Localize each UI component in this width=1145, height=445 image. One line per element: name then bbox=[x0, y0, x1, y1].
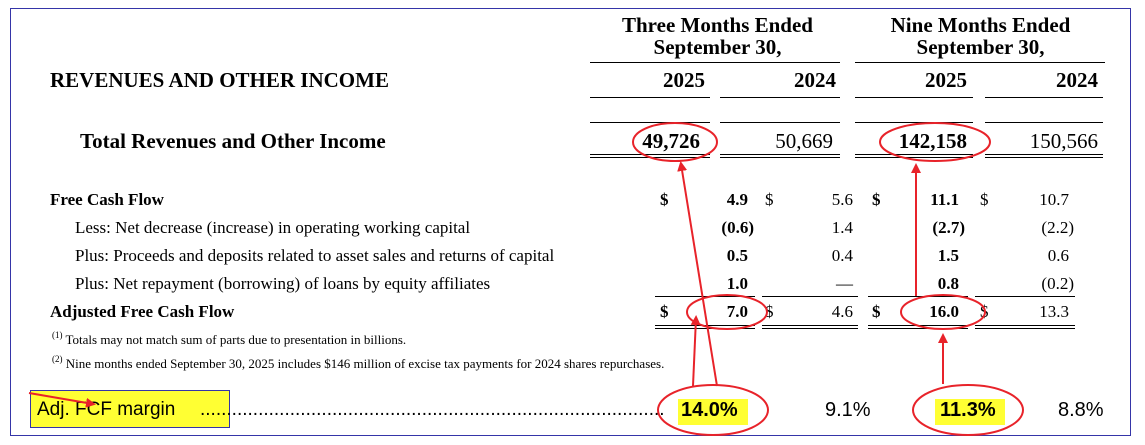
arrow-to-label-box bbox=[29, 393, 93, 404]
footnote-1-text: Totals may not match sum of parts due to presentation in billions. bbox=[65, 332, 407, 347]
circle-adjfcf-q3-2025 bbox=[687, 295, 767, 329]
circle-adjfcf-9m-2025 bbox=[901, 295, 985, 329]
adj-fcf-margin-label: Adj. FCF margin bbox=[37, 399, 176, 420]
circle-revenue-q3-2025 bbox=[633, 123, 717, 161]
footnote-2-text: Nine months ended September 30, 2025 includes $146 million of excise tax payments for 2024 shares repurchases. bbox=[65, 356, 665, 371]
row-adjusted-fcf-cur-2: $ bbox=[765, 302, 774, 321]
arrow-margin-to-revenue-q3 bbox=[681, 164, 717, 386]
row-fcf-value-2: 5.6 bbox=[831, 190, 853, 209]
row-fcf-cur-4: $ bbox=[980, 190, 989, 209]
row-asset-sales-value-4: 0.6 bbox=[1047, 246, 1069, 265]
year-col-1: 2025 bbox=[663, 68, 705, 92]
year-col-2: 2024 bbox=[794, 68, 836, 92]
arrow-margin-to-fcf-q3 bbox=[693, 318, 696, 386]
row-equity-affiliates-value-3: 0.8 bbox=[937, 274, 959, 293]
adj-fcf-margin-value-1: 14.0% bbox=[681, 399, 738, 421]
header-nine-months-line1: Nine Months Ended bbox=[890, 13, 1071, 37]
row-fcf-value-1: 4.9 bbox=[726, 190, 748, 209]
row-working-capital-value-2: 1.4 bbox=[831, 218, 853, 237]
row-asset-sales-value-3: 1.5 bbox=[937, 246, 959, 265]
row-equity-affiliates-value-1: 1.0 bbox=[726, 274, 748, 293]
header-nine-months-line2: September 30, bbox=[916, 35, 1045, 59]
header-three-months-line1: Three Months Ended bbox=[622, 13, 813, 37]
row-adjusted-fcf-value-2: 4.6 bbox=[831, 302, 853, 321]
row-equity-affiliates-label: Plus: Net repayment (borrowing) of loans by equity affiliates bbox=[75, 274, 491, 293]
row-fcf-cur-2: $ bbox=[765, 190, 774, 209]
total-revenues-value-2: 50,669 bbox=[775, 129, 833, 153]
row-adjusted-fcf-cur-4: $ bbox=[980, 302, 989, 321]
total-revenues-value-3: 142,158 bbox=[898, 129, 967, 153]
circle-margin-9m-2025 bbox=[913, 385, 1023, 435]
row-working-capital-value-4: (2.2) bbox=[1041, 218, 1074, 237]
year-col-4: 2024 bbox=[1056, 68, 1098, 92]
adj-fcf-margin-dots: ........................................................................................ bbox=[200, 399, 665, 420]
circle-revenue-9m-2025 bbox=[880, 123, 990, 161]
row-adjusted-fcf-value-1: 7.0 bbox=[726, 302, 748, 321]
row-asset-sales-value-1: 0.5 bbox=[726, 246, 748, 265]
circle-margin-q3-2025 bbox=[658, 385, 768, 435]
row-working-capital-label: Less: Net decrease (increase) in operating working capital bbox=[75, 218, 471, 237]
row-fcf-cur-1: $ bbox=[660, 190, 669, 209]
adj-fcf-margin-value-3: 11.3% bbox=[940, 399, 996, 421]
total-revenues-value-4: 150,566 bbox=[1029, 129, 1098, 153]
header-three-months-line2: September 30, bbox=[653, 35, 782, 59]
section-title: REVENUES AND OTHER INCOME bbox=[50, 68, 389, 92]
footnote-2-marker: (2) bbox=[52, 354, 63, 364]
row-fcf-cur-3: $ bbox=[872, 190, 881, 209]
adj-fcf-margin-value-2: 9.1% bbox=[825, 399, 871, 421]
row-adjusted-fcf-cur-3: $ bbox=[872, 302, 881, 321]
row-working-capital-value-3: (2.7) bbox=[932, 218, 965, 237]
row-adjusted-fcf-cur-1: $ bbox=[660, 302, 669, 321]
row-adjusted-fcf-value-3: 16.0 bbox=[929, 302, 959, 321]
row-adjusted-fcf-label: Adjusted Free Cash Flow bbox=[50, 302, 235, 321]
row-fcf-value-4: 10.7 bbox=[1039, 190, 1069, 209]
row-asset-sales-value-2: 0.4 bbox=[831, 246, 853, 265]
row-equity-affiliates-value-2: — bbox=[836, 274, 853, 293]
row-fcf-label: Free Cash Flow bbox=[50, 190, 164, 209]
row-equity-affiliates-value-4: (0.2) bbox=[1041, 274, 1074, 293]
total-revenues-value-1: 49,726 bbox=[642, 129, 700, 153]
row-asset-sales-label: Plus: Proceeds and deposits related to asset sales and returns of capital bbox=[75, 246, 555, 265]
total-revenues-label: Total Revenues and Other Income bbox=[80, 129, 386, 153]
footnote-1-marker: (1) bbox=[52, 330, 63, 340]
row-working-capital-value-1: (0.6) bbox=[721, 218, 754, 237]
adj-fcf-margin-value-4: 8.8% bbox=[1058, 399, 1104, 421]
row-adjusted-fcf-value-4: 13.3 bbox=[1039, 302, 1069, 321]
row-fcf-value-3: 11.1 bbox=[930, 190, 959, 209]
year-col-3: 2025 bbox=[925, 68, 967, 92]
